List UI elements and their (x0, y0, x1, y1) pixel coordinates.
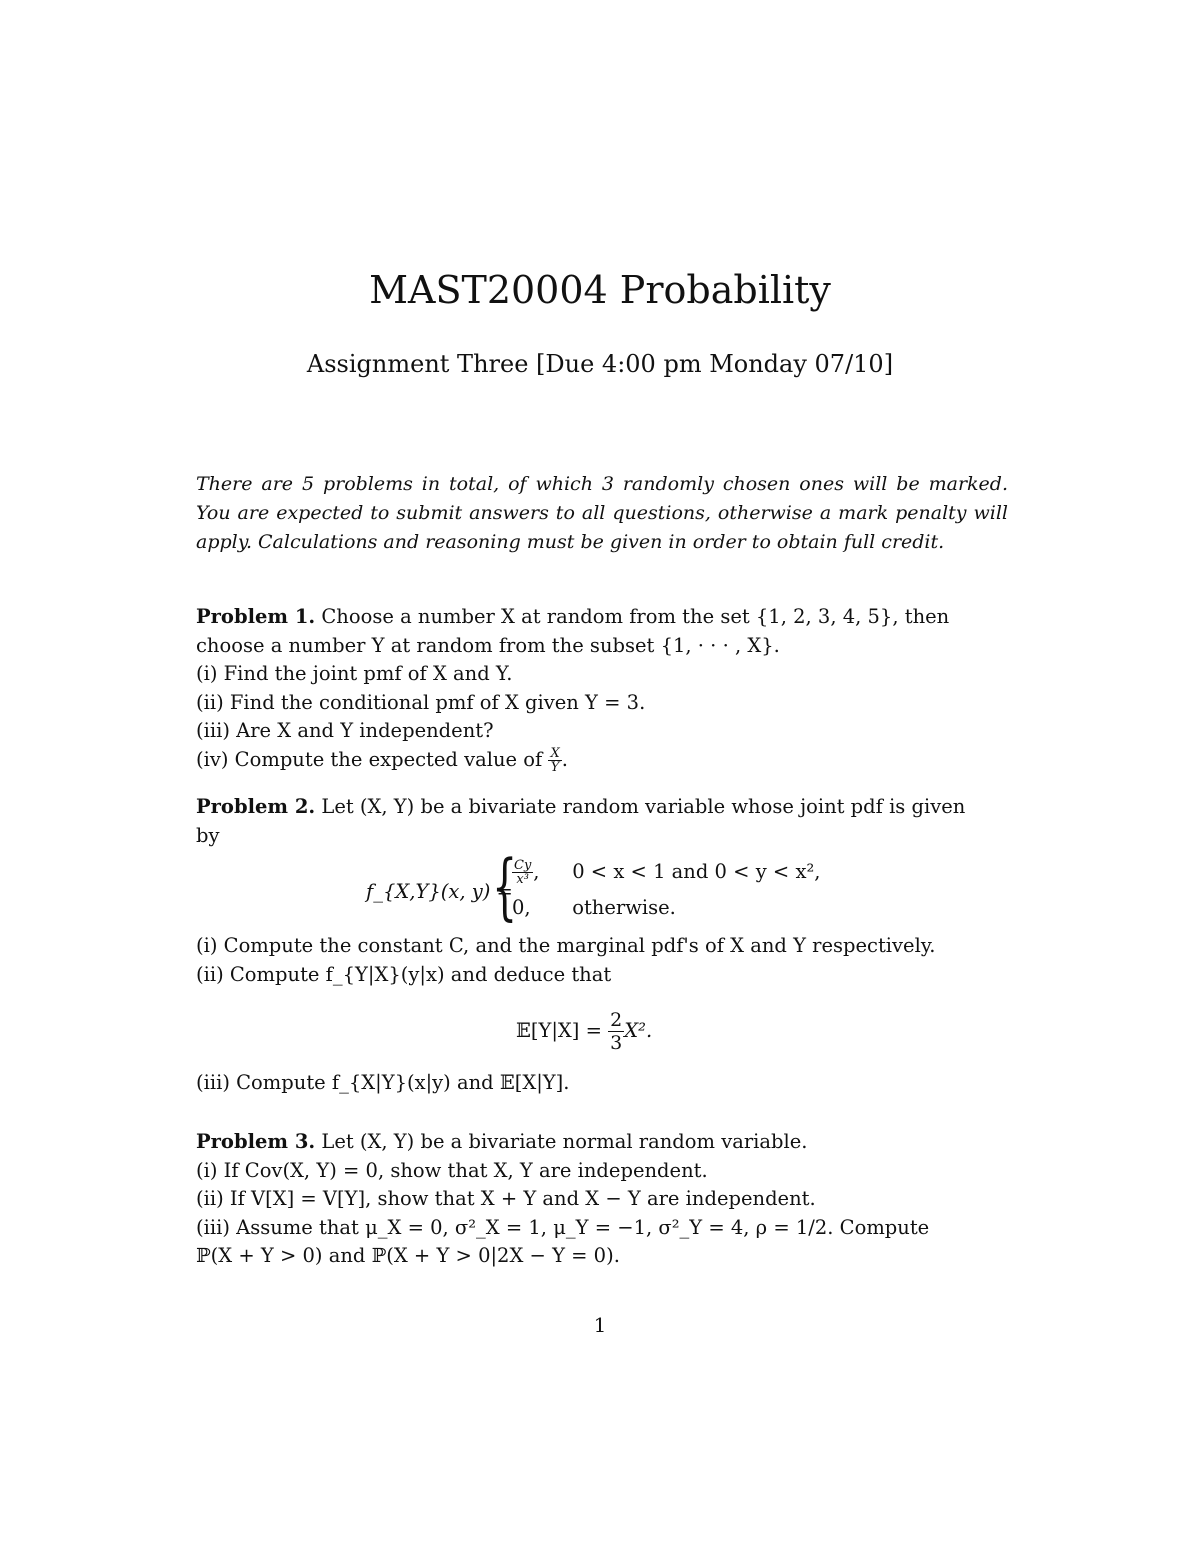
problem-2-line-2: by (196, 823, 220, 847)
case-1-numerator: Cy (514, 858, 532, 873)
display-equation (516, 1009, 652, 1054)
problem-1 (196, 603, 1008, 774)
problem-1-part-iv (196, 746, 1008, 775)
problem-3 (196, 1128, 1008, 1271)
problem-2-heading: Problem 2. (196, 795, 316, 818)
display-denominator: 3 (610, 1032, 623, 1054)
problem-1-part-iii: (iii) Are X and Y independent? (196, 719, 494, 742)
document-title: MAST20004 Probability (369, 268, 831, 312)
problem-3-part-ii: (ii) If V[X] = V[Y], show that X + Y and X − Y are independent. (196, 1187, 816, 1210)
problem-3-part-iii: (iii) Assume that μ_X = 0, σ²_X = 1, μ_Y = −1, σ²_Y = 4, ρ = 1/2. Compute (196, 1215, 930, 1239)
case-1-condition: 0 < x < 1 and 0 < y < x², (572, 860, 821, 883)
display-rhs: X². (624, 1019, 653, 1042)
case-2-value: 0, (512, 896, 531, 919)
problem-3-part-i: (i) If Cov(X, Y) = 0, show that X, Y are independent. (196, 1158, 708, 1182)
problem-1-part-ii: (ii) Find the conditional pmf of X given Y = 3. (196, 690, 646, 714)
problem-2-part-iii: (iii) Compute f_{X|Y}(x|y) and 𝔼[X|Y]. (196, 1071, 570, 1094)
cy-over-x3-fraction (512, 859, 533, 886)
problem-1-part-iv-text: (iv) Compute the expected value of (196, 747, 543, 771)
x-over-y-fraction (548, 747, 561, 774)
problem-3-text: Let (X, Y) be a bivariate normal random variable. (321, 1130, 808, 1153)
case-1-value: $\frac{Cy}{\text{x³}}$ , (514, 858, 540, 887)
problem-3-heading: Problem 3. (196, 1130, 316, 1153)
case-row-1 (512, 858, 820, 887)
problem-2 (196, 793, 1008, 1098)
case-2-condition: otherwise. (572, 896, 676, 919)
conditional-expectation-equation (196, 999, 1008, 1061)
left-brace: { (492, 844, 518, 928)
problem-1-part-i: (i) Find the joint pmf of X and Y. (196, 662, 513, 685)
problem-1-heading: Problem 1. (196, 605, 316, 628)
case-1-denominator: x³ (516, 872, 529, 887)
problem-2-part-ii: (ii) Compute f_{Y|X}(y|x) and deduce that (196, 962, 612, 986)
problem-2-part-i: (i) Compute the constant C, and the marginal pdf's of X and Y respectively. (196, 934, 936, 957)
problem-1-line-2: choose a number Y at random from the subset {1, · · · , X}. (196, 633, 780, 657)
fraction-tail: . (561, 747, 568, 771)
problem-2-text: Let (X, Y) be a bivariate random variable whose joint pdf is given (321, 795, 966, 818)
problem-3-line-1 (196, 1128, 1008, 1157)
case-row-2 (512, 894, 676, 923)
intro-paragraph: There are 5 problems in total, of which 3 randomly chosen ones will be marked. You are expected to submit answers to all questions, otherwise a mark penalty will apply. Calculations and reasoning must be given in order to obtain full credit. (196, 473, 1008, 553)
pdf-lhs: f_{X,Y}(x, y) = (366, 880, 513, 903)
assignment-subtitle: Assignment Three [Due 4:00 pm Monday 07/10] (306, 350, 894, 378)
page-number: 1 (593, 1313, 607, 1337)
problem-1-line-1 (196, 603, 1008, 632)
fraction-denominator: Y (550, 759, 560, 775)
problem-2-line-1 (196, 793, 1008, 822)
display-lhs: 𝔼[Y|X] = (516, 1019, 602, 1042)
display-numerator: 2 (610, 1009, 623, 1031)
problem-3-part-iii-cont: ℙ(X + Y > 0) and ℙ(X + Y > 0|2X − Y = 0). (196, 1244, 620, 1267)
problem-1-text: Choose a number X at random from the set {1, 2, 3, 4, 5}, then (321, 605, 950, 628)
fraction-numerator: X (550, 745, 560, 761)
two-thirds-fraction (608, 1009, 624, 1054)
joint-pdf-equation (366, 844, 1008, 928)
